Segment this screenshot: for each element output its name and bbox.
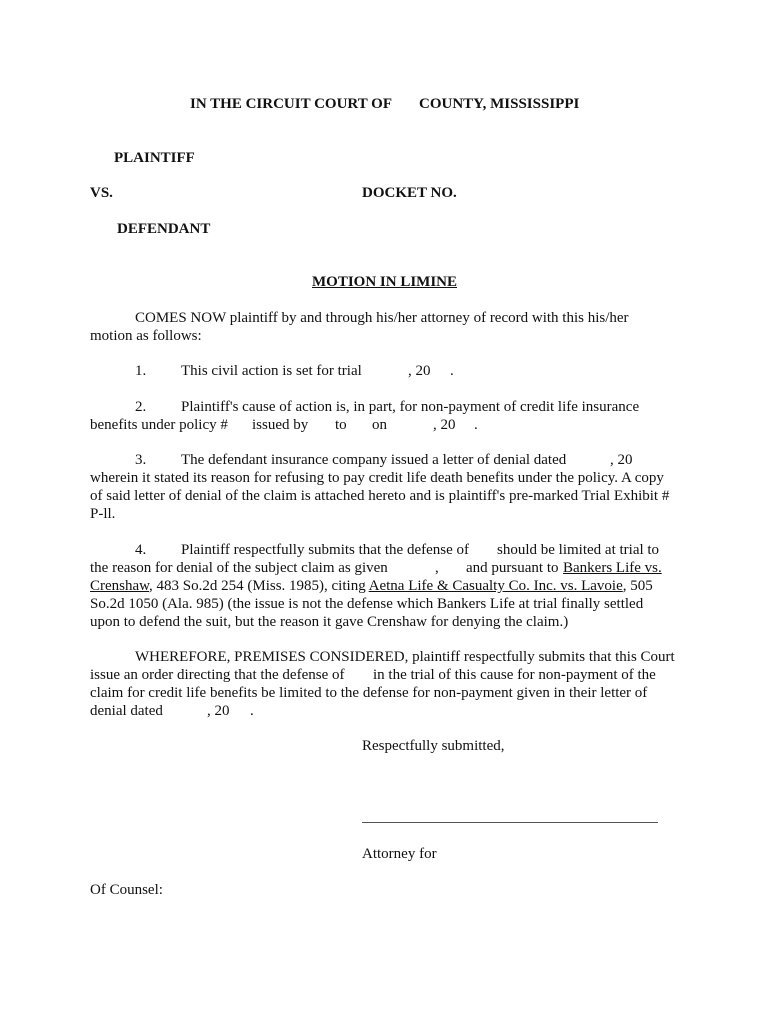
item-4-line-3b: , 505 bbox=[622, 578, 653, 594]
item-4-line-2-comma: , bbox=[435, 560, 439, 576]
item-2-to: to bbox=[335, 417, 347, 433]
item-3-line-3: of said letter of denial of the claim is attached hereto and is plaintiff's pre-marked Trial Exhibit # bbox=[90, 488, 670, 504]
item-4-line-2c: and pursuant to bbox=[466, 560, 559, 576]
wherefore-line-4c: . bbox=[250, 703, 254, 719]
item-3-number: 3. bbox=[135, 452, 147, 468]
item-2-on: on bbox=[372, 417, 387, 433]
item-4-line-3 bbox=[90, 577, 653, 595]
wherefore-line-4a: denial dated bbox=[90, 703, 163, 719]
wherefore-line-4b: , 20 bbox=[207, 703, 230, 719]
respectfully-submitted: Respectfully submitted, bbox=[362, 738, 505, 754]
item-4-line-4: So.2d 1050 (Ala. 985) (the issue is not the defense which Bankers Life at trial finally settled bbox=[90, 596, 644, 612]
item-2-year: , 20 bbox=[433, 417, 456, 433]
item-3-line-4: P-ll. bbox=[90, 506, 116, 522]
item-3-body bbox=[90, 469, 690, 523]
intro-paragraph bbox=[90, 309, 690, 345]
item-2-policy: benefits under policy # bbox=[90, 417, 228, 433]
wherefore-line-3: claim for credit life benefits be limited to the defense for non-payment given in their letter of bbox=[90, 685, 648, 701]
intro-line-2: motion as follows: bbox=[90, 328, 202, 344]
wherefore-line-1: WHEREFORE, PREMISES CONSIDERED, plaintiff respectfully submits that this Court bbox=[135, 649, 675, 665]
item-2-end: . bbox=[474, 417, 478, 433]
wherefore-line-2a: issue an order directing that the defense of bbox=[90, 667, 345, 683]
attorney-for-label: Attorney for bbox=[362, 846, 437, 862]
item-4-line-1a: Plaintiff respectfully submits that the defense of bbox=[181, 542, 469, 558]
item-1-end: . bbox=[450, 363, 454, 379]
wherefore-line-2b: in the trial of this cause for non-payment of the bbox=[373, 667, 656, 683]
item-4-line-1b: should be limited at trial to bbox=[497, 542, 660, 558]
item-1-year: , 20 bbox=[408, 363, 431, 379]
intro-line-1: COMES NOW plaintiff by and through his/her attorney of record with this his/her bbox=[135, 310, 629, 326]
court-title-right: COUNTY, MISSISSIPPI bbox=[419, 96, 580, 112]
court-title-left: IN THE CIRCUIT COURT OF bbox=[190, 96, 393, 112]
document-title: MOTION IN LIMINE bbox=[312, 274, 458, 290]
item-3-line-1: The defendant insurance company issued a letter of denial dated bbox=[181, 452, 567, 468]
item-4-line-2a: the reason for denial of the subject claim as given bbox=[90, 560, 388, 576]
item-3-line-2: wherein it stated its reason for refusing to pay credit life death benefits under the policy. A copy bbox=[90, 470, 664, 486]
item-2-issued-by: issued by bbox=[252, 417, 309, 433]
of-counsel-label: Of Counsel: bbox=[90, 882, 163, 898]
case-citation-crenshaw: Crenshaw bbox=[90, 578, 150, 594]
vs-label: VS. bbox=[90, 185, 113, 201]
item-4-number: 4. bbox=[135, 542, 147, 558]
case-citation-bankers-life: Bankers Life vs. bbox=[563, 560, 662, 576]
docket-label: DOCKET NO. bbox=[362, 185, 457, 201]
signature-line bbox=[362, 822, 658, 823]
item-3-year: , 20 bbox=[610, 452, 633, 468]
item-2-number: 2. bbox=[135, 399, 147, 415]
item-4-line-5: upon to defend the suit, but the reason it gave Crenshaw for denying the claim.) bbox=[90, 614, 569, 630]
plaintiff-label: PLAINTIFF bbox=[114, 150, 195, 166]
case-citation-aetna: Aetna Life & Casualty Co. Inc. vs. Lavoie bbox=[368, 578, 623, 594]
defendant-label: DEFENDANT bbox=[117, 221, 211, 237]
item-4-line-3a: , 483 So.2d 254 (Miss. 1985), citing bbox=[149, 578, 366, 594]
item-2-line-1: Plaintiff's cause of action is, in part, for non-payment of credit life insurance bbox=[181, 399, 640, 415]
item-4-body bbox=[90, 595, 690, 631]
item-1-number: 1. bbox=[135, 363, 147, 379]
item-1-text: This civil action is set for trial bbox=[181, 363, 362, 379]
